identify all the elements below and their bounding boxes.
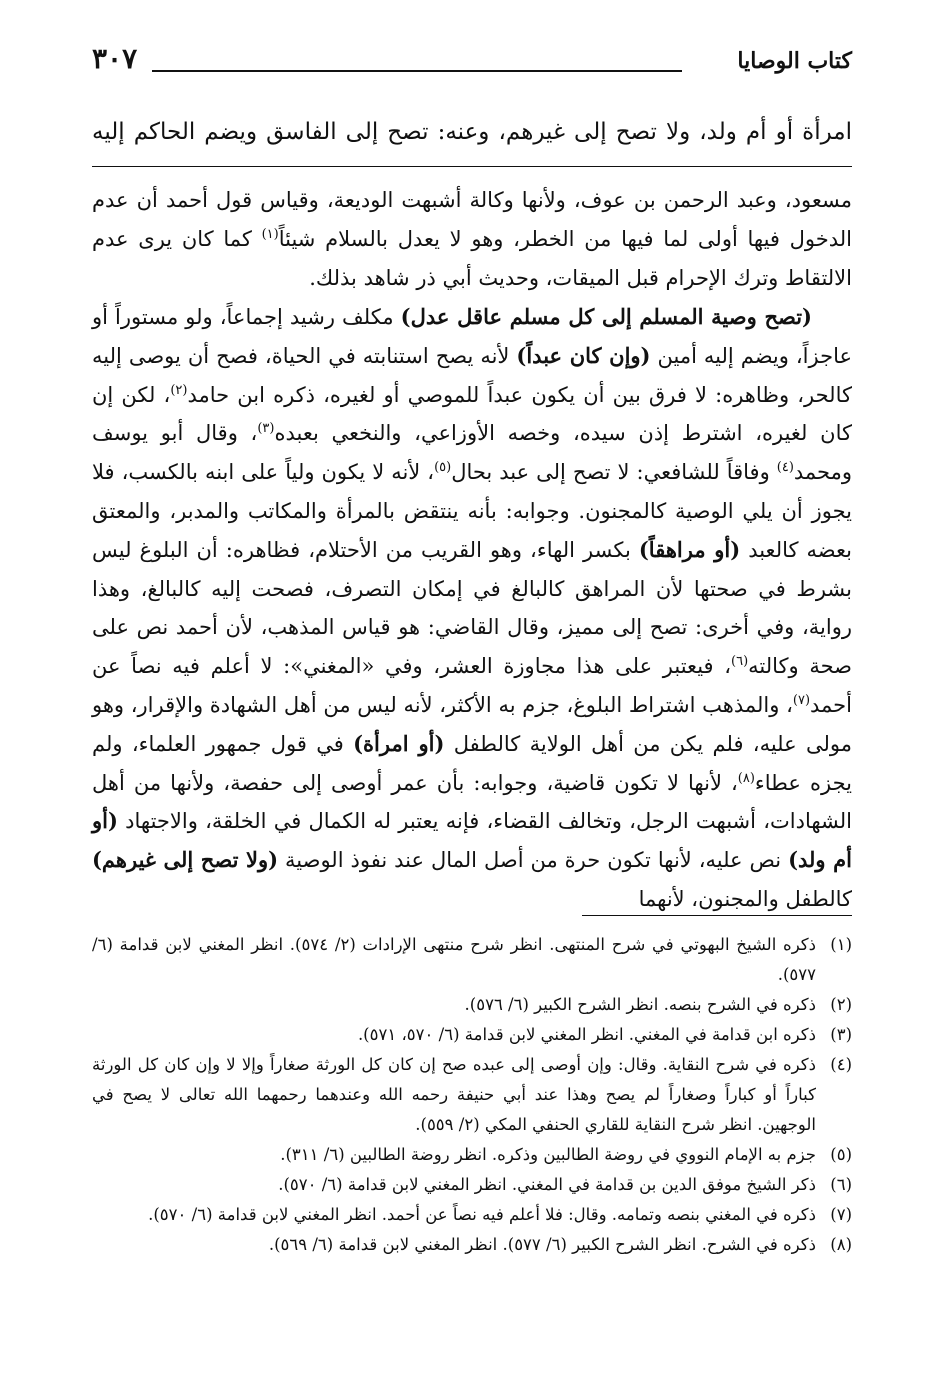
footnotes-section [92, 930, 852, 1260]
text-run: في قول جمهور العلماء، ولم يجزه عطاء [92, 731, 852, 795]
text-run: كالطفل والمجنون، لأنهما [638, 886, 852, 911]
footnote-number: (٦) [830, 1175, 852, 1194]
text-run: نص عليه، لأنها تكون حرة من أصل المال عند نفوذ الوصية [278, 848, 789, 873]
text-run: مكلف رشيد إجماعاً، ولو مستوراً أو عاجزاً، ويضم إليه أمين [92, 305, 853, 368]
footnote-text: ذكر الشيخ موفق الدين بن قدامة في المغني. انظر المغني لابن قدامة (٦/ ٥٧٠). [278, 1175, 816, 1194]
header-rule [152, 70, 682, 72]
footnote [92, 1230, 852, 1260]
footnote-ref[interactable]: (٧) [792, 692, 811, 708]
matn-quote: (ولا تصح إلى غيرهم) [92, 847, 279, 873]
footnote-ref[interactable]: (٣) [257, 421, 275, 437]
footnote-ref[interactable]: (٦) [731, 654, 749, 670]
footnote-number: (٣) [830, 1025, 852, 1044]
matn-separator [92, 166, 852, 167]
commentary-paragraph [92, 181, 852, 297]
text-run: ، لكن إن كان لغيره، اشترط إذن سيده، وخصه الأوزاعي، والنخعي بعبده [92, 382, 852, 446]
footnote [92, 1140, 852, 1170]
footnote-text: ذكره الشيخ البهوتي في شرح المنتهى. انظر شرح منتهى الإرادات (٢/ ٥٧٤). انظر المغني لابن قدامة (٦/ ٥٧٧). [92, 935, 817, 984]
matn-quote: (أو أم ولد) [92, 808, 852, 873]
footnote [92, 990, 852, 1020]
text-run: ، والمذهب اشتراط البلوغ، جزم به الأكثر، لأنه ليس من أهل الشهادة والإقرار، وهو مولى عليه، فلم يكن من أهل الولاية كالطفل [92, 692, 852, 756]
matn-quote: (تصح وصية المسلم إلى كل مسلم عاقل عدل) [400, 304, 812, 329]
matn-quote: (أو امرأة) [353, 730, 445, 756]
footnote-number: (٥) [830, 1145, 852, 1164]
footnote-number: (٧) [830, 1205, 852, 1224]
text-run: وفاقاً للشافعي: لا تصح إلى عبد بحال [451, 460, 777, 485]
footnote-text: ذكره في الشرح. انظر الشرح الكبير (٦/ ٥٧٧). انظر المغني لابن قدامة (٦/ ٥٦٩). [268, 1235, 816, 1254]
footnote-ref[interactable]: (٤) [776, 460, 794, 476]
page-number: ٣٠٧ [92, 42, 138, 75]
footnote-text: ذكره ابن قدامة في المغني. انظر المغني لابن قدامة (٦/ ٥٧٠، ٥٧١). [357, 1025, 816, 1044]
matn-text: امرأة أو أم ولد، ولا تصح إلى غيرهم، وعنه: تصح إلى الفاسق ويضم الحاكم إليه [92, 119, 852, 145]
footnote [92, 930, 852, 990]
footnote [92, 1020, 852, 1050]
text-run: لأنه يصح استنابته في الحياة، فصح أن يوصى إليه كالحر، وظاهره: لا فرق بين أن يكون عبداً للموصي أو لغيره، ذكره ابن حامد [92, 343, 852, 407]
text-run: ، فيعتبر على هذا مجاوزة العشر، وفي «المغني»: لا أعلم فيه نصاً عن أحمد [92, 654, 852, 717]
commentary-paragraph [92, 298, 852, 919]
footnote-ref[interactable]: (٨) [737, 770, 755, 786]
text-run: مسعود، وعبد الرحمن بن عوف، ولأنها وكالة أشبهت الوديعة، وقياس قول أحمد أن عدم الدخول فيها أولى لما فيها من الخطر، وهو لا يعدل بالسلام شيئاً [92, 188, 853, 251]
matn-quote: (أو مراهقاً) [638, 536, 741, 562]
footnote-number: (١) [830, 935, 852, 954]
footnote-ref[interactable]: (١) [261, 226, 279, 242]
text-run: بكسر الهاء، وهو القريب من الأحتلام، فظاهره: أن البلوغ ليس بشرط في صحتها لأن المراهق كالبالغ في إمكان التصرف، فصحت إليه كالبالغ، وهذا رواية، وفي أخرى: تصح إلى مميز، وقال القاضي: هو قياس المذهب، لأن أحمد نص على صحة وكالته [92, 537, 852, 679]
footnote [92, 1170, 852, 1200]
text-run: ، لأنها لا تكون قاضية، وجوابه: بأن عمر أوصى إلى حفصة، ولأنها من أهل الشهادات، أشبهت الرجل، وتخالف القضاء، فإنه يعتبر له الكمال في الخلقة، والاجتهاد [92, 770, 852, 834]
text-run: ، وقال أبو يوسف ومحمد [92, 421, 852, 485]
footnote-text: ذكره في شرح النقاية. وقال: وإن أوصى إلى عبده صح إن كان كل الورثة صغاراً وإلا لا وإن كان كل الورثة كباراً أو كباراً وصغاراً لم يصح وهذا عند أبي حنيفة رحمه الله وعندهما رحمهما الله تعالى لا يصح في الوجهين. انظر شرح النقاية للقاري الحنفي المكي (٢/ ٥٥٩). [92, 1055, 816, 1134]
footnote-separator [582, 915, 852, 916]
matn-quote: (وإن كان عبداً) [516, 342, 651, 368]
footnote [92, 1050, 852, 1140]
footnote-ref[interactable]: (٢) [170, 382, 188, 398]
running-title: كتاب الوصايا [737, 48, 852, 74]
footnote [92, 1200, 852, 1230]
text-run: كما كان يرى عدم الالتقاط وترك الإحرام قبل الميقات، وحديث أبي ذر شاهد بذلك. [92, 226, 852, 290]
footnote-number: (٤) [830, 1055, 852, 1074]
footnote-number: (٢) [830, 995, 852, 1014]
footnote-text: جزم به الإمام النووي في روضة الطالبين وذكره. انظر روضة الطالبين (٦/ ٣١١). [280, 1145, 816, 1164]
page-header [92, 40, 852, 80]
footnote-number: (٨) [830, 1235, 852, 1254]
footnote-text: ذكره في الشرح بنصه. انظر الشرح الكبير (٦/ ٥٧٦). [464, 995, 816, 1014]
text-run: ، لأنه لا يكون ولياً على ابنه بالكسب، فلا يجوز أن يلي الوصية كالمجنون. وجوابه: بأنه ينتقض بالمرأة والمكاتب والمدبر، والمعتق بعضه كالعبد [92, 460, 852, 562]
footnote-text: ذكره في المغني بنصه وتمامه. وقال: فلا أعلم فيه نصاً عن أحمد. انظر المغني لابن قدامة (٦/ ٥٧٠). [148, 1205, 816, 1224]
footnote-ref[interactable]: (٥) [434, 460, 452, 476]
